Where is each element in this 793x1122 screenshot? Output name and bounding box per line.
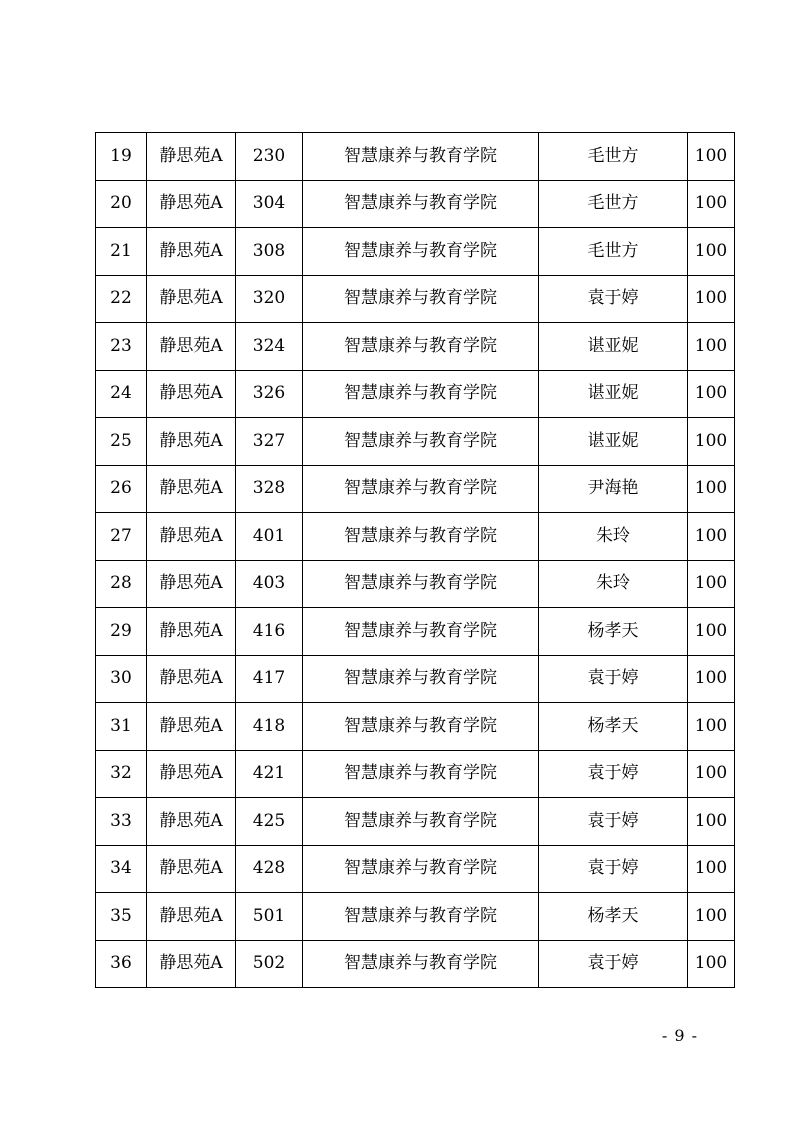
cell-index: 33 xyxy=(96,798,147,846)
cell-room: 502 xyxy=(236,940,303,988)
cell-name: 袁于婷 xyxy=(539,275,688,323)
table-row xyxy=(96,180,735,228)
cell-building: 静思苑A xyxy=(147,370,236,418)
cell-index: 24 xyxy=(96,370,147,418)
cell-building: 静思苑A xyxy=(147,703,236,751)
cell-name: 杨孝天 xyxy=(539,893,688,941)
cell-name: 谌亚妮 xyxy=(539,418,688,466)
table-row xyxy=(96,940,735,988)
cell-building: 静思苑A xyxy=(147,655,236,703)
cell-score: 100 xyxy=(688,608,735,656)
table-row xyxy=(96,798,735,846)
table-row xyxy=(96,750,735,798)
cell-room: 230 xyxy=(236,133,303,181)
cell-score: 100 xyxy=(688,465,735,513)
cell-college: 智慧康养与教育学院 xyxy=(303,323,539,371)
cell-college: 智慧康养与教育学院 xyxy=(303,845,539,893)
cell-room: 428 xyxy=(236,845,303,893)
table-row xyxy=(96,370,735,418)
cell-score: 100 xyxy=(688,893,735,941)
cell-college: 智慧康养与教育学院 xyxy=(303,560,539,608)
cell-score: 100 xyxy=(688,655,735,703)
cell-name: 毛世方 xyxy=(539,180,688,228)
cell-college: 智慧康养与教育学院 xyxy=(303,418,539,466)
table-row xyxy=(96,275,735,323)
cell-room: 403 xyxy=(236,560,303,608)
cell-room: 324 xyxy=(236,323,303,371)
cell-score: 100 xyxy=(688,275,735,323)
cell-building: 静思苑A xyxy=(147,798,236,846)
table-row xyxy=(96,418,735,466)
cell-index: 29 xyxy=(96,608,147,656)
cell-building: 静思苑A xyxy=(147,275,236,323)
cell-index: 21 xyxy=(96,228,147,276)
table-row xyxy=(96,845,735,893)
cell-room: 401 xyxy=(236,513,303,561)
cell-building: 静思苑A xyxy=(147,180,236,228)
cell-name: 朱玲 xyxy=(539,513,688,561)
cell-index: 36 xyxy=(96,940,147,988)
cell-index: 28 xyxy=(96,560,147,608)
cell-name: 杨孝天 xyxy=(539,703,688,751)
cell-score: 100 xyxy=(688,560,735,608)
table-row xyxy=(96,608,735,656)
cell-college: 智慧康养与教育学院 xyxy=(303,228,539,276)
table-body xyxy=(96,133,735,988)
cell-building: 静思苑A xyxy=(147,560,236,608)
cell-score: 100 xyxy=(688,845,735,893)
cell-index: 30 xyxy=(96,655,147,703)
cell-building: 静思苑A xyxy=(147,940,236,988)
cell-name: 毛世方 xyxy=(539,133,688,181)
cell-room: 320 xyxy=(236,275,303,323)
cell-score: 100 xyxy=(688,133,735,181)
cell-score: 100 xyxy=(688,750,735,798)
cell-room: 501 xyxy=(236,893,303,941)
cell-name: 袁于婷 xyxy=(539,798,688,846)
table-row xyxy=(96,655,735,703)
cell-building: 静思苑A xyxy=(147,513,236,561)
cell-building: 静思苑A xyxy=(147,893,236,941)
cell-index: 23 xyxy=(96,323,147,371)
cell-name: 袁于婷 xyxy=(539,655,688,703)
cell-score: 100 xyxy=(688,513,735,561)
cell-college: 智慧康养与教育学院 xyxy=(303,370,539,418)
cell-building: 静思苑A xyxy=(147,133,236,181)
cell-name: 袁于婷 xyxy=(539,940,688,988)
cell-building: 静思苑A xyxy=(147,228,236,276)
cell-room: 327 xyxy=(236,418,303,466)
cell-index: 27 xyxy=(96,513,147,561)
cell-college: 智慧康养与教育学院 xyxy=(303,275,539,323)
cell-room: 421 xyxy=(236,750,303,798)
cell-room: 417 xyxy=(236,655,303,703)
table-row xyxy=(96,465,735,513)
cell-name: 杨孝天 xyxy=(539,608,688,656)
table-row xyxy=(96,228,735,276)
cell-room: 308 xyxy=(236,228,303,276)
cell-name: 朱玲 xyxy=(539,560,688,608)
cell-index: 26 xyxy=(96,465,147,513)
cell-college: 智慧康养与教育学院 xyxy=(303,940,539,988)
cell-name: 谌亚妮 xyxy=(539,370,688,418)
cell-room: 425 xyxy=(236,798,303,846)
cell-name: 谌亚妮 xyxy=(539,323,688,371)
dormitory-score-table xyxy=(95,132,735,988)
cell-college: 智慧康养与教育学院 xyxy=(303,798,539,846)
table-row xyxy=(96,323,735,371)
cell-index: 32 xyxy=(96,750,147,798)
table-row xyxy=(96,513,735,561)
cell-score: 100 xyxy=(688,228,735,276)
cell-score: 100 xyxy=(688,323,735,371)
cell-building: 静思苑A xyxy=(147,750,236,798)
cell-index: 25 xyxy=(96,418,147,466)
cell-college: 智慧康养与教育学院 xyxy=(303,513,539,561)
cell-room: 326 xyxy=(236,370,303,418)
cell-building: 静思苑A xyxy=(147,418,236,466)
table-row xyxy=(96,893,735,941)
cell-building: 静思苑A xyxy=(147,323,236,371)
cell-score: 100 xyxy=(688,370,735,418)
cell-college: 智慧康养与教育学院 xyxy=(303,750,539,798)
cell-college: 智慧康养与教育学院 xyxy=(303,133,539,181)
table-row xyxy=(96,703,735,751)
cell-name: 尹海艳 xyxy=(539,465,688,513)
cell-room: 418 xyxy=(236,703,303,751)
cell-score: 100 xyxy=(688,798,735,846)
table-row xyxy=(96,560,735,608)
cell-college: 智慧康养与教育学院 xyxy=(303,655,539,703)
cell-building: 静思苑A xyxy=(147,608,236,656)
cell-college: 智慧康养与教育学院 xyxy=(303,465,539,513)
cell-score: 100 xyxy=(688,703,735,751)
cell-index: 19 xyxy=(96,133,147,181)
cell-room: 416 xyxy=(236,608,303,656)
cell-score: 100 xyxy=(688,180,735,228)
cell-index: 35 xyxy=(96,893,147,941)
cell-index: 34 xyxy=(96,845,147,893)
cell-college: 智慧康养与教育学院 xyxy=(303,703,539,751)
page-number: - 9 - xyxy=(661,1026,699,1045)
cell-room: 328 xyxy=(236,465,303,513)
cell-name: 袁于婷 xyxy=(539,750,688,798)
cell-college: 智慧康养与教育学院 xyxy=(303,893,539,941)
cell-name: 袁于婷 xyxy=(539,845,688,893)
cell-score: 100 xyxy=(688,418,735,466)
cell-name: 毛世方 xyxy=(539,228,688,276)
cell-score: 100 xyxy=(688,940,735,988)
cell-index: 31 xyxy=(96,703,147,751)
cell-building: 静思苑A xyxy=(147,845,236,893)
table-row xyxy=(96,133,735,181)
cell-index: 20 xyxy=(96,180,147,228)
cell-college: 智慧康养与教育学院 xyxy=(303,608,539,656)
cell-college: 智慧康养与教育学院 xyxy=(303,180,539,228)
cell-room: 304 xyxy=(236,180,303,228)
cell-building: 静思苑A xyxy=(147,465,236,513)
cell-index: 22 xyxy=(96,275,147,323)
